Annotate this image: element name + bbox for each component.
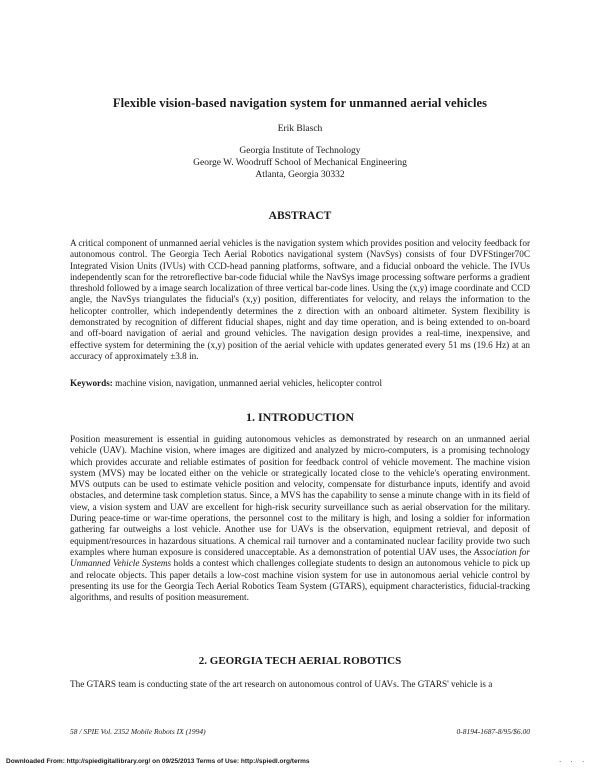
keywords-label: Keywords: xyxy=(70,378,113,388)
abstract-text: A critical component of unmanned aerial vehicles is the navigation system which provides position and velocity feedback for autonomous control. The Georgia Tech Aerial Robotics navigational system (NavSys) consists of four DVFStinger70C Integrated Vision Units (IVUs) with CCD-head panning platforms, software, and a fiducial onboard the vehicle. The IVUs independently scan for the retroreflective bar-code fiducial while the NavSys image processing software performs a gradient threshold followed by a image search localization of three vertical bar-code lines. Using the (x,y) image coordinate and CCD angle, the NavSys triangulates the fiducial's (x,y) position, differentiates for velocity, and relays the information to the helicopter controller, which independently determines the z direction with an onboard altimeter. System flexibility is demonstrated by recognition of different fiducial shapes, night and day time operation, and is being extended to on-board and off-board navigation of aerial and ground vehicles. The navigation design provides a real-time, inexpensive, and effective system for determining the (x,y) position of the aerial vehicle with updates generated every 51 ms (19.6 Hz) at an accuracy of approximately ±3.8 in. xyxy=(70,238,531,361)
paper-title: Flexible vision-based navigation system for unmanned aerial vehicles xyxy=(112,96,488,110)
intro-text-part1: Position measurement is essential in guiding autonomous vehicles as demonstrated by research on an unmanned aerial vehicle (UAV). Machine vision, where images are digitized and analyzed by micro-computers, is a promising technology which provides accurate and reliable estimates of position for feedback control of vehicle movement. The machine vision system (MVS) may be located either on the vehicle or strategically located close to the vehicle's operating environment. MVS outputs can be used to estimate vehicle position and velocity, compensate for disturbance inputs, identify and avoid obstacles, and determine task completion status. Since, a MVS has the capability to sense a minute change with in its field of view, a vision system and UAV are excellent for high-risk security surveillance such as aerial observation for the military. During peace-time or war-time operations, the personnel cost to the military is high, and losing a soldier for information gathering far outweighs a lost vehicle. Another use for UAVs is the observation, equipment retrieval, and deposit of equipment/resources in hazardous situations. A chemical rail turnover and a contaminated nuclear facility provide two such examples where human exposure is considered unacceptable. As a demonstration of potential UAV uses, the xyxy=(70,434,530,557)
affiliation-line: George W. Woodruff School of Mechanical Engineering xyxy=(193,158,407,168)
section2-text: The GTARS team is conducting state of the art research on autonomous control of UAVs. The GTARS' vehicle is a xyxy=(70,679,493,689)
page-marks: . . . xyxy=(559,756,588,764)
intro-text-part2: holds a contest which challenges collegiate students to design an autonomous vehicle to pick up and relocate objects. This paper details a low-cost machine vision system for use in autonomous aerial vehicle control by presenting its use for the Georgia Tech Aerial Robotics Team System (GTARS), equipment characteristics, fiducial-tracking algorithms, and results of position measurement. xyxy=(70,558,530,603)
abstract-heading: ABSTRACT xyxy=(268,210,332,222)
author-name: Erik Blasch xyxy=(277,124,323,134)
keywords-list: machine vision, navigation, unmanned aerial vehicles, helicopter control xyxy=(115,378,383,388)
affiliation-line: Georgia Institute of Technology xyxy=(239,146,361,156)
footer-citation: 58 / SPIE Vol. 2352 Mobile Robots IX (1994) xyxy=(70,727,206,736)
keywords xyxy=(70,378,530,389)
introduction-text xyxy=(70,434,530,603)
download-notice: Downloaded From: http://spiedigitallibrary.org/ on 09/25/2013 Terms of Use: http://spiedl.org/terms xyxy=(6,758,310,765)
intro-italic-phrase: Association for Unmanned Vehicle Systems xyxy=(70,546,530,569)
section2-heading: 2. GEORGIA TECH AERIAL ROBOTICS xyxy=(198,655,402,667)
footer-isbn: 0-8194-1687-8/95/$6.00 xyxy=(456,727,530,736)
affiliation xyxy=(0,145,600,181)
introduction-heading: 1. INTRODUCTION xyxy=(245,410,354,424)
affiliation-line: Atlanta, Georgia 30332 xyxy=(255,170,345,180)
